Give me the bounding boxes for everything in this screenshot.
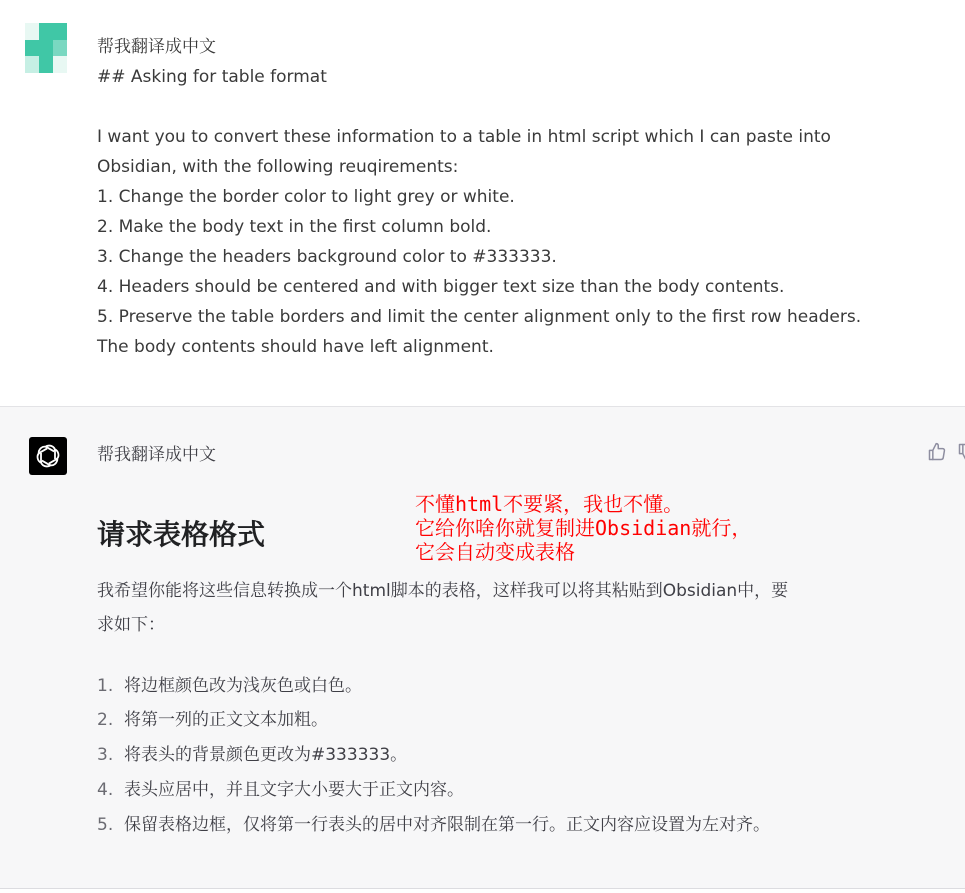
openai-logo-icon <box>29 437 67 475</box>
list-item <box>97 710 328 730</box>
response-heading: 请求表格格式 <box>97 518 266 551</box>
list-item-number: 2. <box>97 710 114 730</box>
list-item <box>97 676 362 696</box>
user-line-4: Obsidian, with the following reuqirements: <box>97 157 459 177</box>
user-line-1: 帮我翻译成中文 <box>97 37 216 57</box>
annotation-line-3: 它会自动变成表格 <box>415 540 575 564</box>
list-item-text: 保留表格边框，仅将第一行表头的居中对齐限制在第一行。正文内容应设置为左对齐。 <box>124 815 770 835</box>
response-paragraph-line-2: 求如下： <box>97 615 165 635</box>
list-item <box>97 745 407 765</box>
response-paragraph-line-1: 我希望你能将这些信息转换成一个html脚本的表格，这样我可以将其粘贴到Obsidian中，要 <box>97 581 789 601</box>
annotation-line-2: 它给你啥你就复制进Obsidian就行， <box>415 516 752 540</box>
user-avatar <box>25 23 67 73</box>
list-item <box>97 815 770 835</box>
list-item-text: 将第一列的正文文本加粗。 <box>124 710 328 730</box>
thumbs-up-icon[interactable] <box>926 441 948 463</box>
list-item <box>97 780 464 800</box>
list-item-number: 4. <box>97 780 114 800</box>
list-item-text: 将表头的背景颜色更改为#333333。 <box>124 745 408 765</box>
user-line-7: 3. Change the headers background color to #333333. <box>97 247 557 267</box>
annotation-line-1: 不懂html不要紧，我也不懂。 <box>415 492 684 516</box>
thumbs-down-icon[interactable] <box>957 441 965 463</box>
list-item-number: 5. <box>97 815 114 835</box>
user-line-10: The body contents should have left alignment. <box>97 337 494 357</box>
user-line-9: 5. Preserve the table borders and limit the center alignment only to the first row headers. <box>97 307 862 327</box>
list-item-number: 3. <box>97 745 114 765</box>
assistant-echo: 帮我翻译成中文 <box>97 445 216 465</box>
list-item-number: 1. <box>97 676 114 696</box>
user-line-2: ## Asking for table format <box>97 67 327 87</box>
user-message <box>0 0 965 407</box>
red-annotation <box>415 492 751 564</box>
user-line-6: 2. Make the body text in the first column bold. <box>97 217 492 237</box>
list-item-text: 将边框颜色改为浅灰色或白色。 <box>124 676 362 696</box>
user-line-3: I want you to convert these information to a table in html script which I can paste into <box>97 127 831 147</box>
user-line-5: 1. Change the border color to light grey or white. <box>97 187 515 207</box>
user-line-8: 4. Headers should be centered and with bigger text size than the body contents. <box>97 277 785 297</box>
list-item-text: 表头应居中，并且文字大小要大于正文内容。 <box>124 780 464 800</box>
